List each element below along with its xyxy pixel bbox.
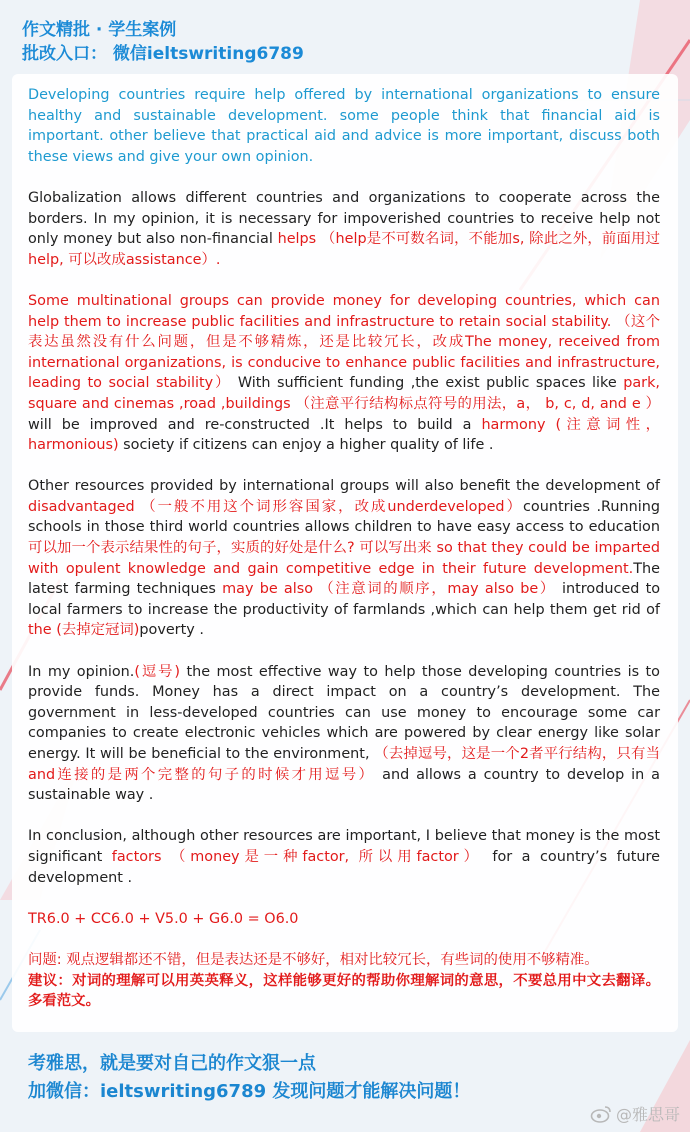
correction-note: （去掉逗号，这是一个2者平行结构，只有当and连接的是两个完整的句子的时候才用逗号） xyxy=(28,746,660,783)
essay-content xyxy=(28,85,660,1032)
paragraph-2: Some multinational groups can provide money for developing countries, which can help them to increase public facilities and infrastructure to retain social stability. （这个表达虽然没有什么问题，但是不够精炼，还是比较冗长，改成The money, received from international organizations, is conducive to enhance public facilities and infrastructure, leading to social stability） With sufficient funding ,the exist public spaces like park, square and cinemas ,road ,buildings （注意平行结构标点符号的用法，a， b, c, d, and e ）will be improved and re-constructed .It helps to build a harmony (注意词性，harmonious) society if citizens can enjoy a higher quality of life . xyxy=(28,292,660,454)
correction-note: （help是不可数名词，不能加s, 除此之外，前面用过help, 可以改成assistance）. xyxy=(28,231,660,268)
paragraph-4: In my opinion.(逗号) the most effective way to help those developing countries is to provide funds. Money has a direct impact on a country’s development. The government in less-developed countries can use money to encourage some car companies to create electronic vehicles which are powered by clear energy like solar energy. It will be beneficial to the environment, （去掉逗号，这是一个2者平行结构，只有当and连接的是两个完整的句子的时候才用逗号） and allows a country to develop in a sustainable way . xyxy=(28,663,660,804)
correction-note: harmony (注意词性，harmonious) xyxy=(28,416,660,454)
essay-prompt: Developing countries require help offered by international organizations to ensure healthy and sustainable development. some people think that financial aid is important. other believe that practical aid and advice is more important, discuss both these views and give your own opinion. xyxy=(28,87,660,165)
footer xyxy=(28,1050,470,1106)
correction-note: disadvantaged （一般不用这个词形容国家，改成underdeveloped） xyxy=(28,498,523,515)
footer-slogan: 考雅思，就是要对自己的作文狠一点 xyxy=(28,1053,316,1074)
header xyxy=(22,18,304,66)
footer-wechat: 加微信：ieltswriting6789 发现问题才能解决问题！ xyxy=(28,1081,471,1102)
feedback-advice: 建议：对词的理解可以用英英释义，这样能够更好的帮助你理解词的意思，不要总用中文去翻译。多看范文。 xyxy=(28,972,660,1010)
paragraph-3: Other resources provided by international groups will also benefit the development of disadvantaged （一般不用这个词形容国家，改成underdeveloped）countries .Running schools in those third world countries allows children to have easy access to education可以加一个表示结果性的句子，实质的好处是什么? 可以写出来 so that they could be imparted with opulent knowledge and gain competitive edge in their future development.The latest farming techniques may be also （注意词的顺序，may also be） introduced to local farmers to increase the productivity of farmlands ,which can help them get rid of the (去掉定冠词)poverty . xyxy=(28,478,661,639)
correction-note: Some multinational groups can provide money for developing countries, which can help them to increase public facilities and infrastructure to retain social stability. （这个表达虽然没有什么问题，但是不够精炼，还是比较冗长，改成The money, received from international organizations, is conducive to enhance public facilities and infrastructure, leading to social stability） xyxy=(28,292,660,392)
watermark xyxy=(590,1102,680,1125)
weibo-icon xyxy=(590,1105,612,1123)
header-title: 作文精批 · 学生案例 xyxy=(22,20,177,40)
header-entry: 批改入口： 微信ieltswriting6789 xyxy=(22,44,304,64)
correction-note: (逗号) xyxy=(134,663,180,680)
feedback-problem: 问题: 观点逻辑都还不错，但是表达还是不够好，相对比较冗长，有些词的使用不够精准。 xyxy=(28,951,599,968)
paragraph-5: In conclusion, although other resources are important, I believe that money is the most significant factors （money是一种factor, 所以用factor） for a country’s future development . xyxy=(28,828,660,886)
watermark-text: @雅思哥 xyxy=(615,1105,680,1124)
score-line: TR6.0 + CC6.0 + V5.0 + G6.0 = O6.0 xyxy=(28,910,299,927)
correction-note: may be also （注意词的顺序，may also be） xyxy=(222,581,556,598)
correction-note: the (去掉定冠词) xyxy=(28,622,140,639)
paragraph-1: Globalization allows different countries and organizations to cooperate across the borders. In my opinion, it is necessary for impoverished countries to receive help not only money but also non-financial helps （help是不可数名词，不能加s, 除此之外，前面用过help, 可以改成assistance）. xyxy=(28,189,660,268)
correction-note: 可以加一个表示结果性的句子，实质的好处是什么? 可以写出来 so that they could be imparted with opulent knowledge and gain competitive edge in their future development. xyxy=(28,540,660,577)
correction-note: factors （money是一种factor, 所以用factor） xyxy=(111,848,483,865)
correction-note: park, square and cinemas ,road ,buildings （注意平行结构标点符号的用法，a， b, c, d, and e ） xyxy=(28,375,660,412)
correction-mark: helps xyxy=(277,231,317,248)
